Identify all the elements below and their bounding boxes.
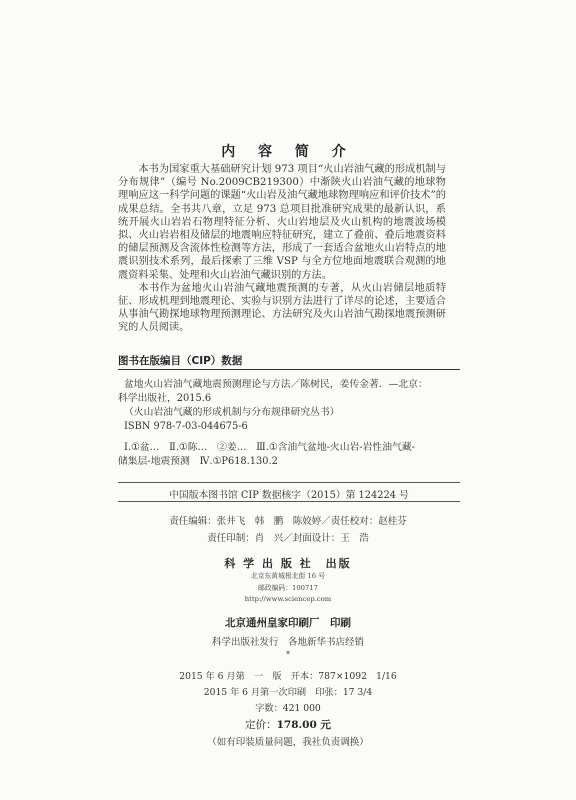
cip-series-line: （火山岩油气藏的形成机制与分布规律研究丛书） <box>124 407 340 418</box>
summary-paragraph-2: 本书作为盆地火山岩油气藏地震预测的专著，从火山岩储层地质特征、形成机理到地震理论、实验与识别方法进行了详尽的论述，主要适合从事油气勘探地球物理预测理论、方法研究及火山岩油气勘探地震预测研究的人员阅读。 <box>118 282 446 334</box>
publisher-website: http://www.sciencep.com <box>244 595 332 603</box>
cip-record <box>118 378 460 469</box>
cip-subject-line: Ⅰ.①盆… Ⅱ.①陈… ②姜… Ⅲ.①含油气盆地-火山岩-岩性油气藏- <box>124 442 415 453</box>
cip-class-line: 储集层-地震预测 Ⅳ.①P618.130.2 <box>118 456 278 467</box>
cip-isbn-line: ISBN 978-7-03-044675-6 <box>124 421 248 432</box>
cip-number: 中国版本图书馆 CIP 数据核字（2015）第 124224 号 <box>169 490 409 501</box>
wordcount-line: 字数：421 000 <box>255 703 321 714</box>
cip-bottom-rule <box>118 501 460 502</box>
cip-publisher-line: 科学出版社，2015.6 <box>118 393 212 404</box>
summary-paragraph-1: 本书为国家重大基础研究计划 973 项目“火山岩油气藏的形成机制与分布规律”（编号 No.2009CB219300）中渐陕火山岩油气藏的地球物理响应这一科学问题的课题“火山岩及油气藏地球物理响应和评价技术”的成果总结。全书共八章，立足 973 总项目批准研究成果的最新认识，系统开展火山岩岩石物理特征分析、火山岩地层及火山机构的地震波场模拟、火山岩岩相及储层的地震响应特征研究，建立了叠前、叠后地震资料的储层预测及含流体性检测等方法，形成了一套适合盆地火山岩特点的地震识别技术系列，最后探索了三维 VSP 与全方位地面地震联合观测的地震资料采集、处理和火山岩油气藏识别的方法。 <box>118 164 446 281</box>
publisher-name: 科 学 出 版 社 出版 <box>224 557 352 570</box>
publisher-address: 北京东黄城根北街 16 号 <box>250 572 326 580</box>
editors-line: 责任编辑：张井飞 韩 鹏 陈姣婷／责任校对：赵桂芬 <box>169 516 407 527</box>
printer-line: 北京通州皇家印刷厂 印刷 <box>225 617 351 629</box>
cip-heading: 图书在版编目（CIP）数据 <box>118 355 243 367</box>
edition-line: 2015 年 6 月第 一 版 开本：787×1092 1/16 <box>179 671 397 682</box>
publisher-block <box>0 555 576 606</box>
distributor-line: 科学出版社发行 各地新华书店经销 <box>211 637 364 648</box>
price-value: 178.00 元 <box>276 719 331 731</box>
publisher-postcode: 邮政编码：100717 <box>258 583 318 592</box>
production-line: 责任印制：肖 兴／封面设计：王 浩 <box>207 533 369 544</box>
price-label: 定价： <box>245 719 277 731</box>
cip-title-line: 盆地火山岩油气藏地震预测理论与方法／陈树民，姜传金著．—北京： <box>124 379 428 390</box>
price-line <box>0 717 576 732</box>
summary-title: 内 容 简 介 <box>221 144 355 160</box>
printing-line: 2015 年 6 月第一次印刷 印张：17 3/4 <box>203 687 373 698</box>
quality-note: （如有印装质量问题，我社负责调换） <box>207 737 369 748</box>
cip-top-rule <box>118 369 460 370</box>
summary-body <box>118 163 446 335</box>
separator-star: * <box>286 650 290 659</box>
cip-mid-rule <box>118 482 460 483</box>
